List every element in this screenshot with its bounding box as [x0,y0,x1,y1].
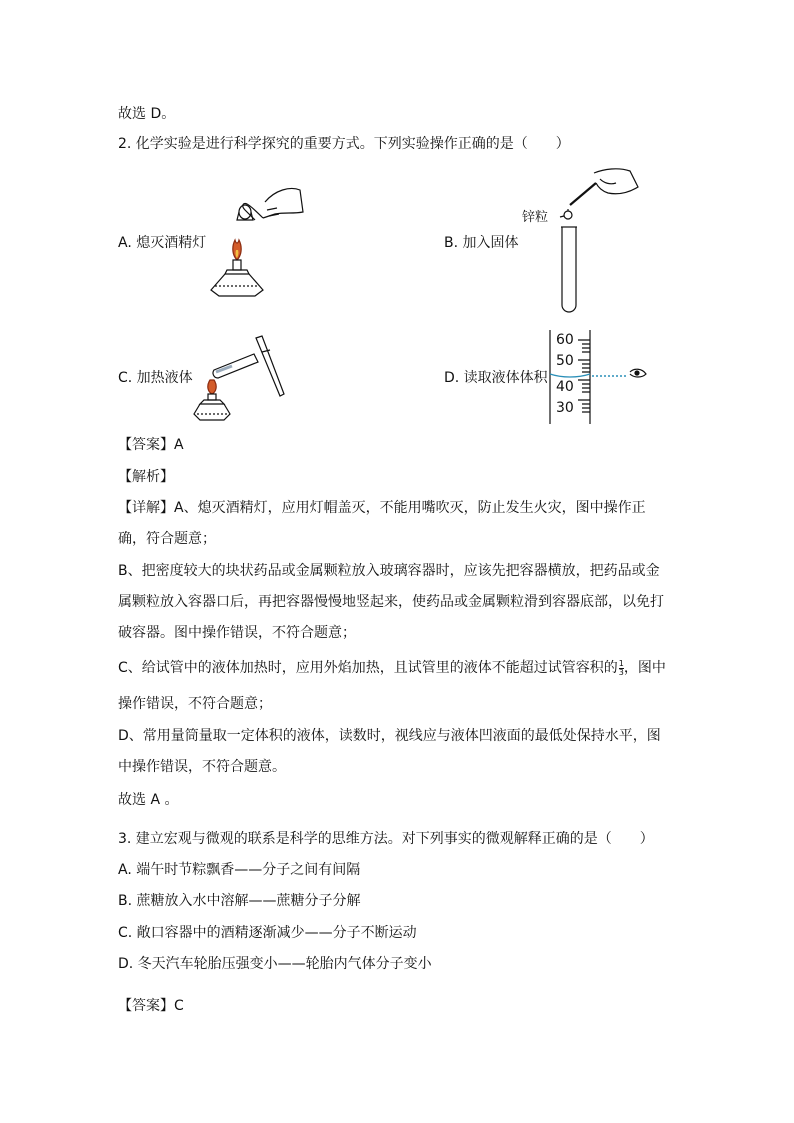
option-c: C. 加热液体 [118,370,193,386]
tick-label-30: 30 [556,400,574,416]
conclusion-2: 故选 A 。 [118,792,179,808]
test-tube-zinc-figure [548,165,648,317]
tick-label-40: 40 [556,379,574,395]
detail-line [118,658,666,678]
q3-option-d: D. 冬天汽车轮胎压强变小——轮胎内气体分子变小 [118,956,432,972]
detail-line: 破容器。图中操作错误，不符合题意； [118,625,356,641]
question-3: 3. 建立宏观与微观的联系是科学的思维方法。对下列事实的微观解释正确的是（ ） [118,831,654,847]
zinc-label: 锌粒 [522,210,549,225]
text-line: 故选 D。 [118,106,176,122]
option-b: B. 加入固体 [444,235,519,251]
alcohol-lamp-capping-figure [205,182,310,300]
detail-line: B、把密度较大的块状药品或金属颗粒放入玻璃容器时，应该先把容器横放，把药品或金 [118,563,660,579]
detail-text: C、给试管中的液体加热时，应用外焰加热，且试管里的液体不能超过试管容积的 [118,660,618,676]
tick-label-60: 60 [556,332,574,348]
question-2: 2. 化学实验是进行科学探究的重要方式。下列实验操作正确的是（ ） [118,136,570,152]
fraction-numerator: 1 [618,658,624,668]
answer-3: 【答案】C [118,998,184,1014]
q3-option-b: B. 蔗糖放入水中溶解——蔗糖分子分解 [118,893,361,909]
detail-line: 确，符合题意； [118,531,216,547]
fraction-denominator: 3 [618,667,624,677]
detail-line: 操作错误，不符合题意； [118,696,272,712]
detail-line: 【详解】A、熄灭酒精灯，应用灯帽盖灭，不能用嘴吹灭，防止发生火灾，图中操作正 [118,500,646,516]
detail-line: D、常用量筒量取一定体积的液体，读数时，视线应与液体凹液面的最低处保持水平，图 [118,728,661,744]
heating-liquid-figure [192,332,292,424]
detail-line: 中操作错误，不符合题意。 [118,759,286,775]
detail-text: ，图中 [623,660,666,676]
q3-option-c: C. 敞口容器中的酒精逐渐减少——分子不断运动 [118,925,417,941]
graduated-cylinder-figure [548,328,658,426]
option-d: D. 读取液体体积 [444,370,548,386]
analysis-heading-2: 【解析】 [118,469,174,485]
option-a: A. 熄灭酒精灯 [118,235,207,251]
q3-option-a: A. 端午时节粽飘香——分子之间有间隔 [118,862,361,878]
answer-2: 【答案】A [118,437,184,453]
detail-line: 属颗粒放入容器口后，再把容器慢慢地竖起来，使药品或金属颗粒滑到容器底部，以免打 [118,594,664,610]
tick-label-50: 50 [556,353,574,369]
